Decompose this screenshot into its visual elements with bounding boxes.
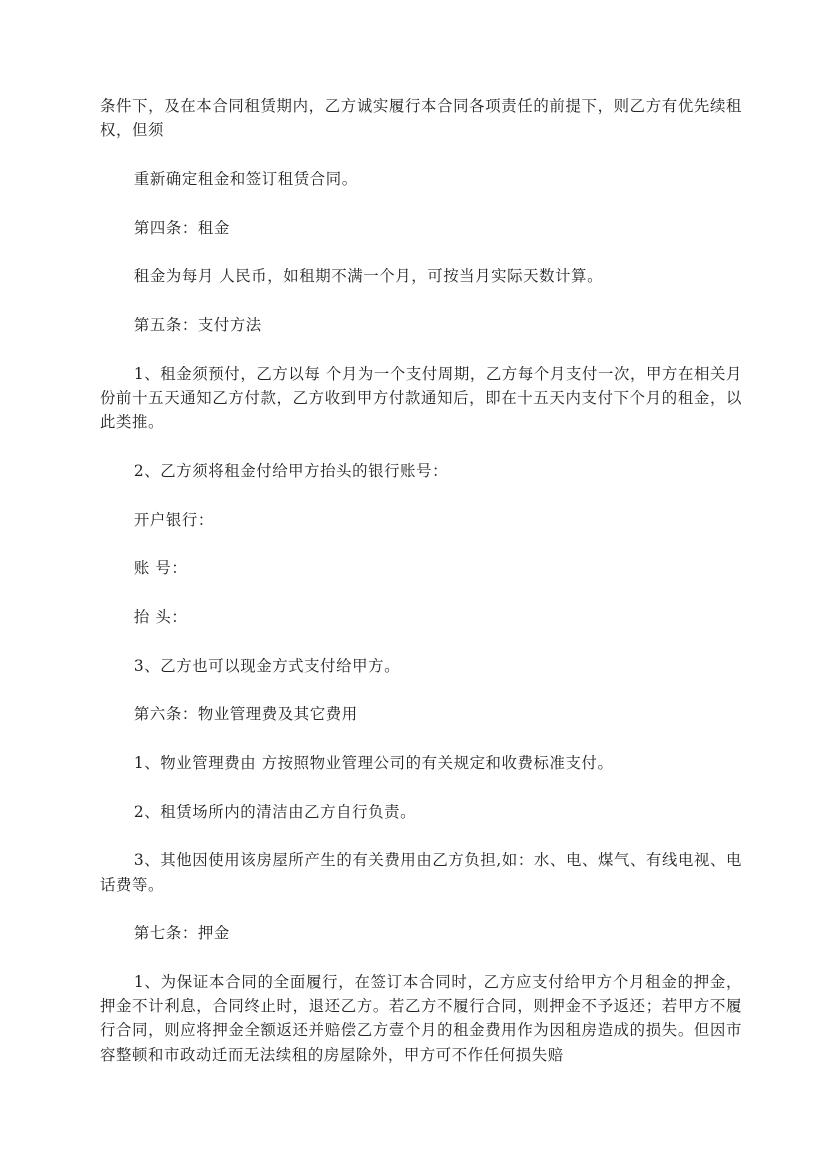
paragraph-renegotiate: 重新确定租金和签订租赁合同。 — [133, 169, 358, 188]
paragraph-fees-2: 2、租赁场所内的清洁由乙方自行负责。 — [133, 802, 417, 821]
heading-article-4: 第四条：租金 — [133, 218, 230, 237]
paragraph-payment-2: 2、乙方须将租金付给甲方抬头的银行账号： — [133, 461, 449, 480]
paragraph-deposit-1: 1、为保证本合同的全面履行，在签订本合同时，乙方应支付给甲方个月租金的押金，押金不计利息，合同终止时，退还乙方。若乙方不履行合同，则押金不予返还；若甲方不履行合同，则应将押金全额返还并赔偿乙方壹个月的租金费用作为因租房造成的损失。但因市容整顿和市政动迁而无法续租的房屋除外，甲方可不作任何损失赔 — [100, 973, 742, 1064]
document-page — [100, 94, 742, 1091]
paragraph-payment-3: 3、乙方也可以现金方式支付给甲方。 — [133, 656, 401, 675]
paragraph-fees-3: 3、其他因使用该房屋所产生的有关费用由乙方负担,如：水、电、煤气、有线电视、电话费等。 — [100, 851, 742, 894]
paragraph-rent-amount: 租金为每月 人民币，如租期不满一个月，可按当月实际天数计算。 — [133, 267, 604, 286]
field-account-name: 抬 头： — [133, 607, 188, 626]
heading-article-5: 第五条：支付方法 — [133, 316, 262, 335]
field-bank: 开户银行： — [133, 510, 214, 529]
paragraph-fees-1: 1、物业管理费由 方按照物业管理公司的有关规定和收费标准支付。 — [133, 754, 614, 773]
paragraph-renewal-continued: 条件下，及在本合同租赁期内，乙方诚实履行本合同各项责任的前提下，则乙方有优先续租权，但须 — [100, 97, 742, 140]
heading-article-6: 第六条：物业管理费及其它费用 — [133, 705, 358, 724]
field-account-number: 账 号： — [133, 559, 188, 578]
heading-article-7: 第七条：押金 — [133, 924, 230, 943]
paragraph-payment-1: 1、租金须预付，乙方以每 个月为一个支付周期，乙方每个月支付一次，甲方在相关月份前十五天通知乙方付款，乙方收到甲方付款通知后，即在十五天内支付下个月的租金，以此类推。 — [100, 364, 742, 432]
